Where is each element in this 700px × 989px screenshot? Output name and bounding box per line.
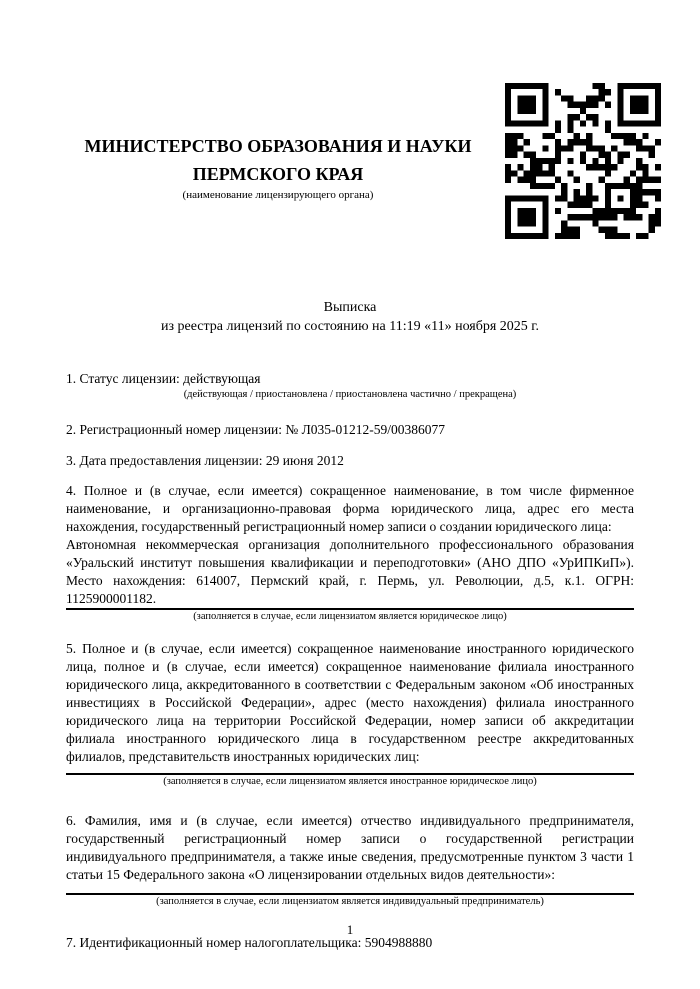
item-6-caption: (заполняется в случае, если лицензиатом является индивидуальный предприниматель)	[156, 896, 544, 907]
issuer-header	[66, 132, 490, 202]
issuer-name-line2: ПЕРМСКОГО КРАЯ	[192, 164, 364, 184]
item-6-entrepreneur-label: 6. Фамилия, имя и (в случае, если имеется) отчество индивидуального предпринимателя, государственный регистрационный номер записи о государственной регистрации индивидуального предпринимателя, а также иные сведения, предусмотренные пунктом 3 части 1 статьи 15 Федерального закона «О лицензировании отдельных видов деятельности»:	[66, 813, 634, 882]
item-5-caption: (заполняется в случае, если лицензиатом является иностранное юридическое лицо)	[163, 776, 537, 787]
page-number: 1	[346, 922, 354, 937]
item-2-registration-number: 2. Регистрационный номер лицензии: № Л035-01212-59/00386077	[66, 422, 446, 437]
title-line1: Выписка	[323, 300, 377, 315]
item-5-foreign-entity-label: 5. Полное и (в случае, если имеется) сокращенное наименование иностранного юридического лица, полное и (в случае, если имеется) сокращенное наименование филиала иностранного юридического лица, аккредитованного в соответствии с Федеральным законом «Об иностранных инвестициях в Российской Федерации», адрес (место нахождения) филиала иностранного юридического лица на территории Российской Федерации, номер записи об аккредитации филиала иностранного юридического лица в государственном реестре аккредитованных филиалов, представительств иностранных юридических лиц:	[66, 641, 634, 764]
item-4-legal-entity-value: Автономная некоммерческая организация дополнительного профессионального образования «Уральский институт повышения квалификации и переподготовки» (АНО ДПО «УрИПКиП»). Место нахождения: 614007, Пермский край, г. Пермь, ул. Революции, д.5, к.1. ОГРН: 1125900001182.	[66, 537, 634, 606]
document-title	[66, 298, 634, 336]
title-line2: из реестра лицензий по состоянию на 11:19 «11» ноября 2025 г.	[161, 319, 539, 334]
item-7-taxpayer-number: 7. Идентификационный номер налогоплательщика: 5904988880	[66, 935, 433, 950]
qr-code-icon	[505, 83, 661, 239]
item-4-caption: (заполняется в случае, если лицензиатом является юридическое лицо)	[193, 611, 507, 622]
item-1-license-status: 1. Статус лицензии: действующая	[66, 371, 261, 386]
item-1-caption: (действующая / приостановлена / приостановлена частично / прекращена)	[183, 389, 517, 400]
issuer-name-line1: МИНИСТЕРСТВО ОБРАЗОВАНИЯ И НАУКИ	[84, 136, 472, 156]
item-4-legal-entity-label: 4. Полное и (в случае, если имеется) сокращенное наименование, в том числе фирменное наименование, и организационно-правовая форма юридического лица, адрес его места нахождения, государственный регистрационный номер записи о создании юридического лица:	[66, 483, 634, 534]
issuer-caption: (наименование лицензирующего органа)	[182, 189, 374, 201]
item-3-license-date: 3. Дата предоставления лицензии: 29 июня 2012	[66, 453, 344, 468]
